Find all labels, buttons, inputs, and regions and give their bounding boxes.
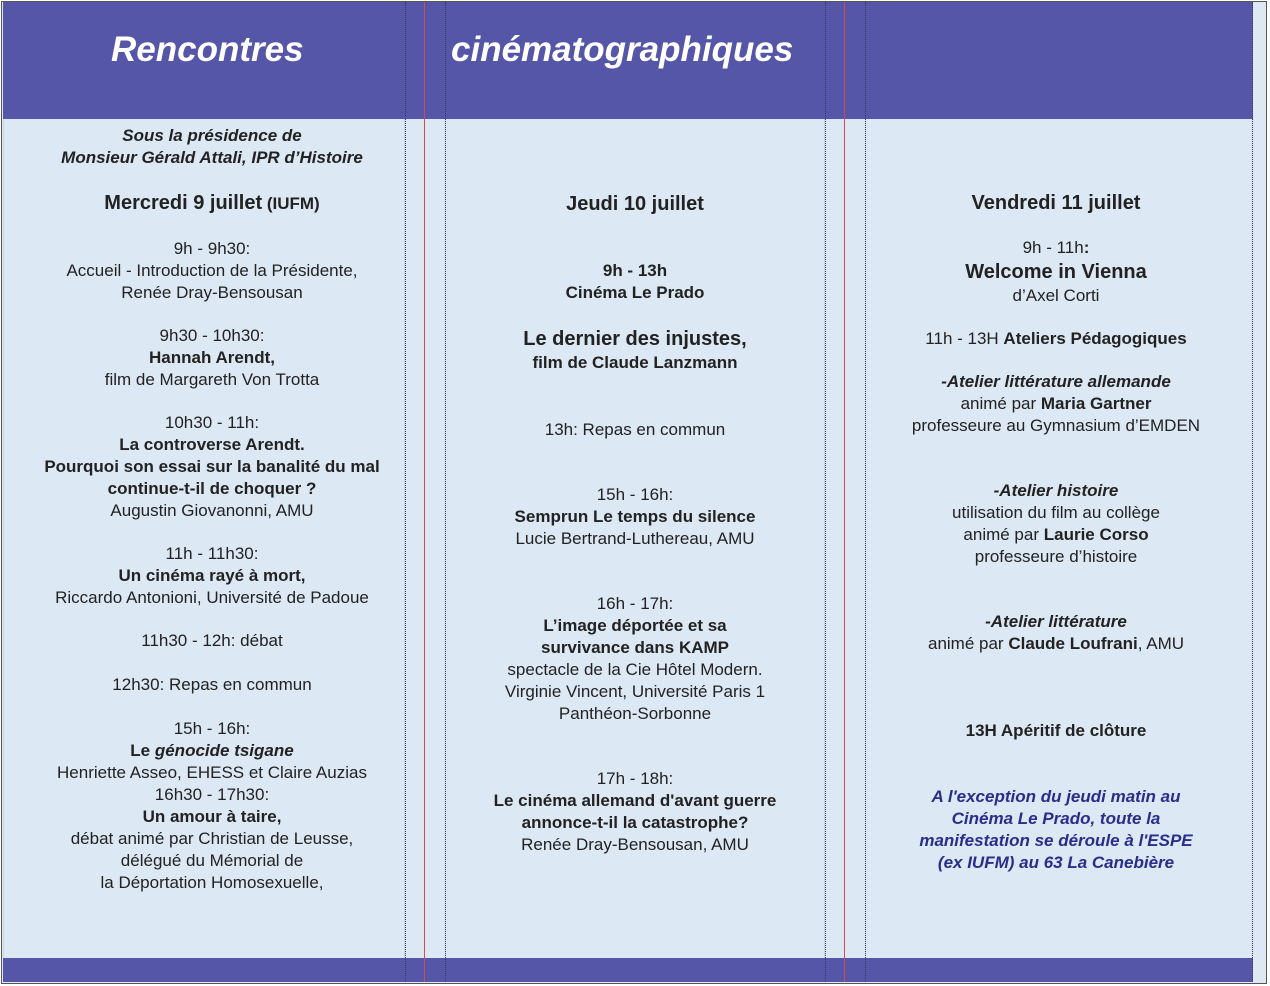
fold-gap-right xyxy=(825,2,865,982)
day-heading: Mercredi 9 juillet (IUFM) xyxy=(104,192,320,214)
guide-line xyxy=(844,2,845,982)
session: 9h30 - 10h30: Hannah Arendt, film de Margareth Von Trotta xyxy=(104,326,320,389)
session: Le dernier des injustes, film de Claude Lanzmann xyxy=(523,328,747,372)
column-friday xyxy=(862,0,1250,986)
session: 9h - 11h: Welcome in Vienna d’Axel Corti xyxy=(965,238,1147,305)
day-heading: Vendredi 11 juillet xyxy=(971,192,1141,214)
workshop: -Atelier littérature allemande animé par Maria Gartner professeure au Gymnasium d’EMDEN xyxy=(911,372,1201,435)
session: 12h30: Repas en commun xyxy=(112,675,312,694)
session: 17h - 18h: Le cinéma allemand d'avant guerre annonce-t-il la catastrophe? Renée Dray-Bensousan, AMU xyxy=(493,769,777,854)
session: 11h - 13H Ateliers Pédagogiques xyxy=(925,329,1187,348)
presidence-line: Sous la présidence de xyxy=(122,126,302,145)
title-rencontres: Rencontres xyxy=(111,30,304,69)
title-cinematographiques: cinématographiques xyxy=(451,30,794,69)
session: 10h30 - 11h: La controverse Arendt. Pourquoi son essai sur la banalité du mal continue-t-il de choquer ? Augustin Giovanonni, AMU xyxy=(44,413,380,520)
workshop: -Atelier histoire utilisation du film au collège animé par Laurie Corso professeure d’histoire xyxy=(952,481,1160,566)
session: 11h30 - 12h: débat xyxy=(141,631,283,650)
column-wednesday xyxy=(3,0,421,986)
session: 13H Apéritif de clôture xyxy=(965,721,1147,740)
session: 11h - 11h30: Un cinéma rayé à mort, Riccardo Antonioni, Université de Padoue xyxy=(55,544,369,607)
session: 16h - 17h: L’image déportée et sa survivance dans KAMP spectacle de la Cie Hôtel Modern. Virginie Vincent, Université Paris 1 Panthéon-Sorbonne xyxy=(504,594,766,723)
session: 13h: Repas en commun xyxy=(544,420,726,439)
guide-line xyxy=(424,2,425,982)
session: 15h - 16h: Semprun Le temps du silence Lucie Bertrand-Luthereau, AMU xyxy=(514,485,756,548)
session: 15h - 16h: Le génocide tsigane Henriette Asseo, EHESS et Claire Auzias 16h30 - 17h30: Un amour à taire, débat animé par Christian de Leusse, délégué du Mémorial de la Déportation Homosexuelle, xyxy=(57,719,367,892)
fold-line xyxy=(825,2,826,982)
day-heading: Jeudi 10 juillet xyxy=(566,193,704,215)
presidence-line: Monsieur Gérald Attali, IPR d’Histoire xyxy=(61,148,363,167)
session: 9h - 9h30: Accueil - Introduction de la Présidente, Renée Dray-Bensousan xyxy=(66,239,358,302)
session: 9h - 13h Cinéma Le Prado xyxy=(565,261,705,302)
workshop: -Atelier littérature animé par Claude Loufrani, AMU xyxy=(927,612,1185,653)
fold-line xyxy=(1252,2,1253,982)
venue-note: A l'exception du jeudi matin au Cinéma Le Prado, toute la manifestation se déroule à l'ESPE (ex IUFM) au 63 La Canebière xyxy=(919,787,1193,872)
column-thursday xyxy=(445,0,825,986)
